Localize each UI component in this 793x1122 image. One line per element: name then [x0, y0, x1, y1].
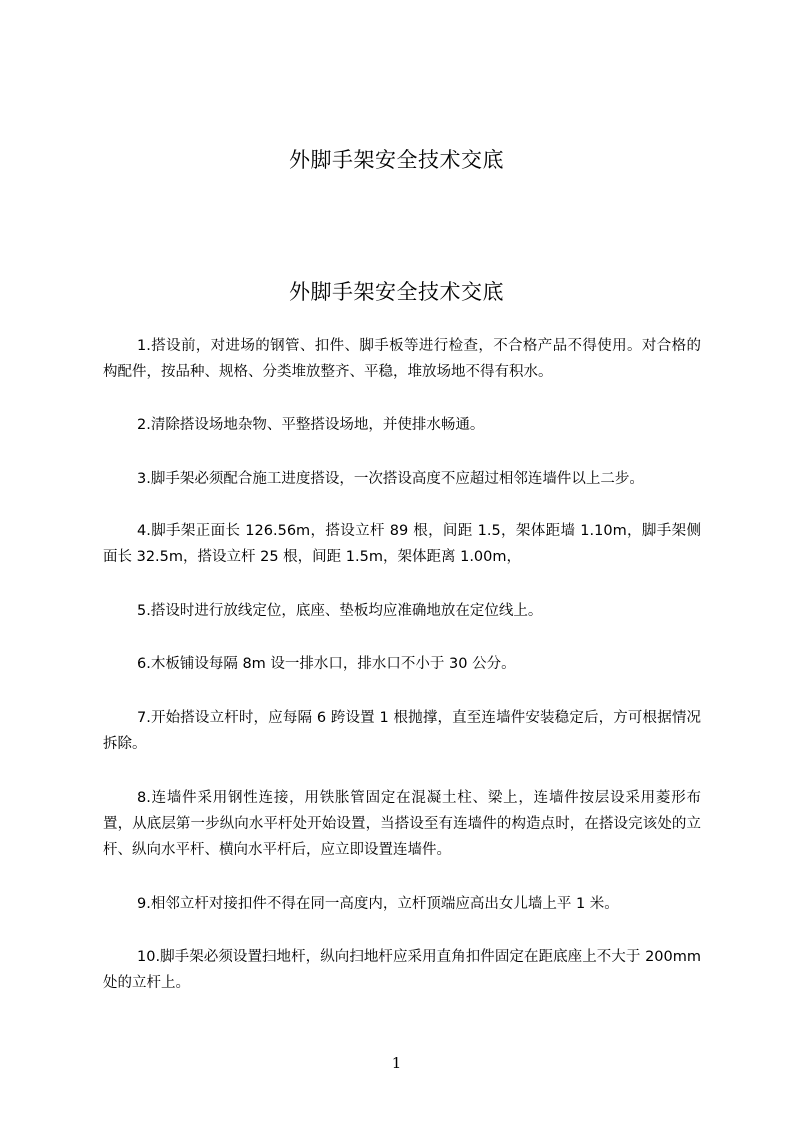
document-main-title: 外脚手架安全技术交底 — [289, 280, 504, 304]
paragraph-7 — [103, 705, 701, 757]
document-header-title: 外脚手架安全技术交底 — [289, 148, 504, 172]
paragraph-4 — [103, 518, 701, 570]
paragraph-6 — [103, 651, 701, 677]
paragraph-5 — [103, 598, 701, 624]
paragraph-10-text: 10.脚手架必须设置扫地杆，纵向扫地杆应采用直角扣件固定在距底座上不大于 200mm 处的立杆上。 — [103, 949, 701, 991]
paragraph-1-text: 1.搭设前，对进场的钢管、扣件、脚手板等进行检查，不合格产品不得使用。对合格的构配件，按品种、规格、分类堆放整齐、平稳，堆放场地不得有积水。 — [103, 338, 701, 380]
paragraph-9 — [103, 891, 701, 917]
paragraph-6-text: 6.木板铺设每隔 8m 设一排水口，排水口不小于 30 公分。 — [137, 656, 516, 672]
paragraph-7-text: 7.开始搭设立杆时，应每隔 6 跨设置 1 根抛撑，直至连墙件安装稳定后，方可根据情况拆除。 — [103, 710, 701, 752]
paragraph-3-text: 3.脚手架必须配合施工进度搭设，一次搭设高度不应超过相邻连墙件以上二步。 — [137, 471, 644, 487]
paragraph-1 — [103, 333, 701, 385]
paragraph-2 — [103, 412, 701, 438]
page-number: 1 — [391, 1054, 402, 1072]
paragraph-9-text: 9.相邻立杆对接扣件不得在同一高度内，立杆顶端应高出女儿墙上平 1 米。 — [137, 896, 619, 912]
paragraph-3 — [103, 466, 701, 492]
paragraph-2-text: 2.清除搭设场地杂物、平整搭设场地，并使排水畅通。 — [137, 417, 485, 433]
paragraph-8 — [103, 785, 701, 863]
paragraph-4-text: 4.脚手架正面长 126.56m，搭设立杆 89 根，间距 1.5，架体距墙 1.10m，脚手架侧面长 32.5m，搭设立杆 25 根，间距 1.5m，架体距离 1.00m， — [103, 523, 701, 565]
paragraph-10 — [103, 944, 701, 996]
paragraph-5-text: 5.搭设时进行放线定位，底座、垫板均应准确地放在定位线上。 — [137, 603, 543, 619]
paragraph-8-text: 8.连墙件采用钢性连接，用铁胀管固定在混凝土柱、梁上，连墙件按层设采用菱形布置，从底层第一步纵向水平杆处开始设置，当搭设至有连墙件的构造点时，在搭设完该处的立杆、纵向水平杆、横向水平杆后，应立即设置连墙件。 — [103, 790, 701, 858]
